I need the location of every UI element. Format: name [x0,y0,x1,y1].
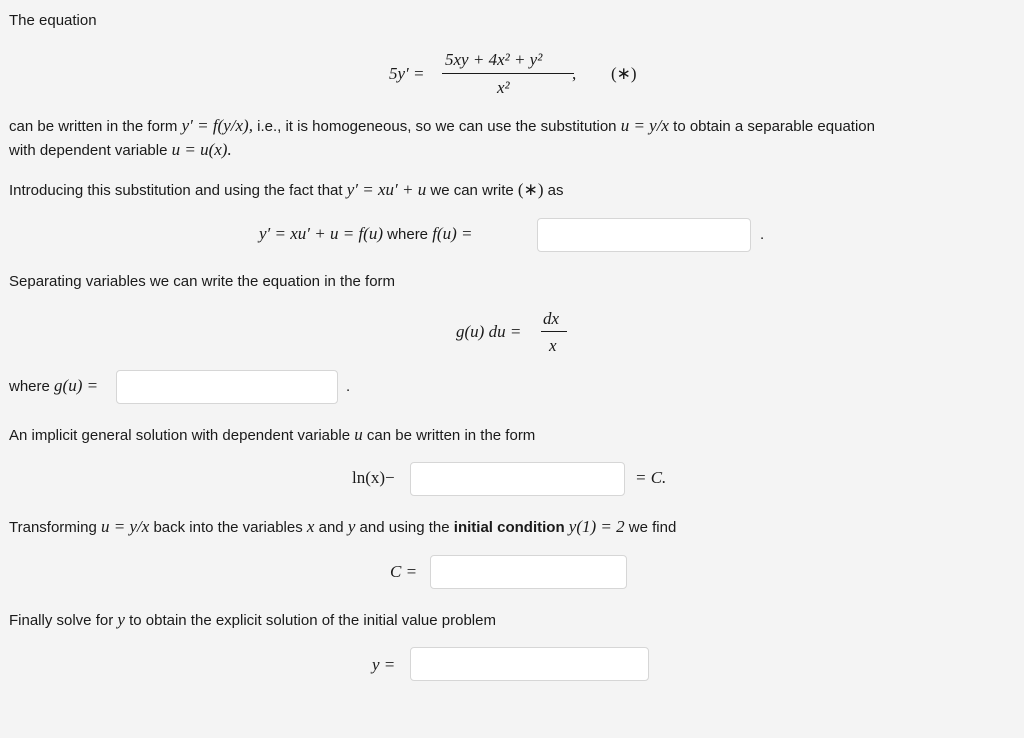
p8-text-j: we find [628,519,677,536]
equation-denominator: x² [497,78,510,97]
paragraph-substitution [9,180,564,200]
p6-math-b: u [354,425,363,444]
equation-label: (∗) [611,64,637,83]
p1-math-g: u = u(x). [171,140,232,159]
fu-math: y′ = xu′ + u = f(u) [259,224,383,243]
p2-math-d: (∗) [517,180,544,199]
paragraph-finally [9,610,496,630]
p2-text-a: Introducing this substitution and using the fact that [9,182,343,199]
equation-fraction-line [442,73,574,74]
equation-numerator: 5xy + 4x² + y² [445,50,543,69]
paragraph-homogeneous [9,116,875,136]
implicit-answer-input[interactable] [410,462,625,496]
p8-math-b: u = y/x [100,517,150,536]
p8-text-c: back into the variables [153,519,303,536]
p6-text-a: An implicit general solution with dependent variable [9,427,351,444]
paragraph-homogeneous-line2 [9,140,232,160]
implicit-rhs: = C. [635,468,667,487]
p1-math-b: y′ = f(y/x), [181,116,253,135]
gu-math: g(u) = [54,376,99,395]
fu-math2: f(u) = [432,224,473,243]
p8-math-d: x [306,517,315,536]
gu-period: . [346,378,351,395]
sep-fraction-line [541,331,567,332]
p2-text-e: as [547,182,564,199]
p1-text-f: with dependent variable [9,142,168,159]
p8-text-g: and using the [359,519,450,536]
paragraph-implicit [9,425,535,445]
implicit-lhs: ln(x)− [352,468,395,487]
gu-answer-input[interactable] [116,370,338,404]
equation-comma: , [572,64,577,83]
paragraph-transforming [9,517,676,537]
p8-math-f: y [347,517,356,536]
p10-text-a: Finally solve for [9,612,114,629]
p10-math-b: y [117,610,125,629]
p1-text-e: to obtain a separable equation [673,118,875,135]
p6-text-c: can be written in the form [366,427,536,444]
p8-text-a: Transforming [9,519,97,536]
c-lhs: C = [390,562,418,581]
equation-lhs: 5y′ = [389,64,425,83]
sep-denominator: x [549,336,557,355]
gu-where: where [9,378,50,395]
p8-text-e: and [318,519,344,536]
p1-text-c: i.e., it is homogeneous, so we can use the substitution [257,118,617,135]
fu-period: . [760,226,765,243]
fu-answer-input[interactable] [537,218,751,252]
p2-text-c: we can write [430,182,514,199]
p10-text-c: to obtain the explicit solution of the initial value problem [129,612,496,629]
fu-where: where [387,226,429,243]
paragraph-separating: Separating variables we can write the equation in the form [9,273,396,290]
sep-numerator: dx [543,309,560,328]
gu-equation [9,376,98,396]
p8-text-h: initial condition [453,519,565,536]
c-answer-input[interactable] [430,555,627,589]
y-answer-input[interactable] [410,647,649,681]
intro-text: The equation [9,12,97,29]
sep-lhs: g(u) du = [456,322,522,341]
p2-math-b: y′ = xu′ + u [346,180,427,199]
fu-equation [259,224,472,244]
p1-math-d: u = y/x [620,116,669,135]
p1-text-a: can be written in the form [9,118,178,135]
y-lhs: y = [372,655,396,674]
p8-math-i: y(1) = 2 [568,517,625,536]
